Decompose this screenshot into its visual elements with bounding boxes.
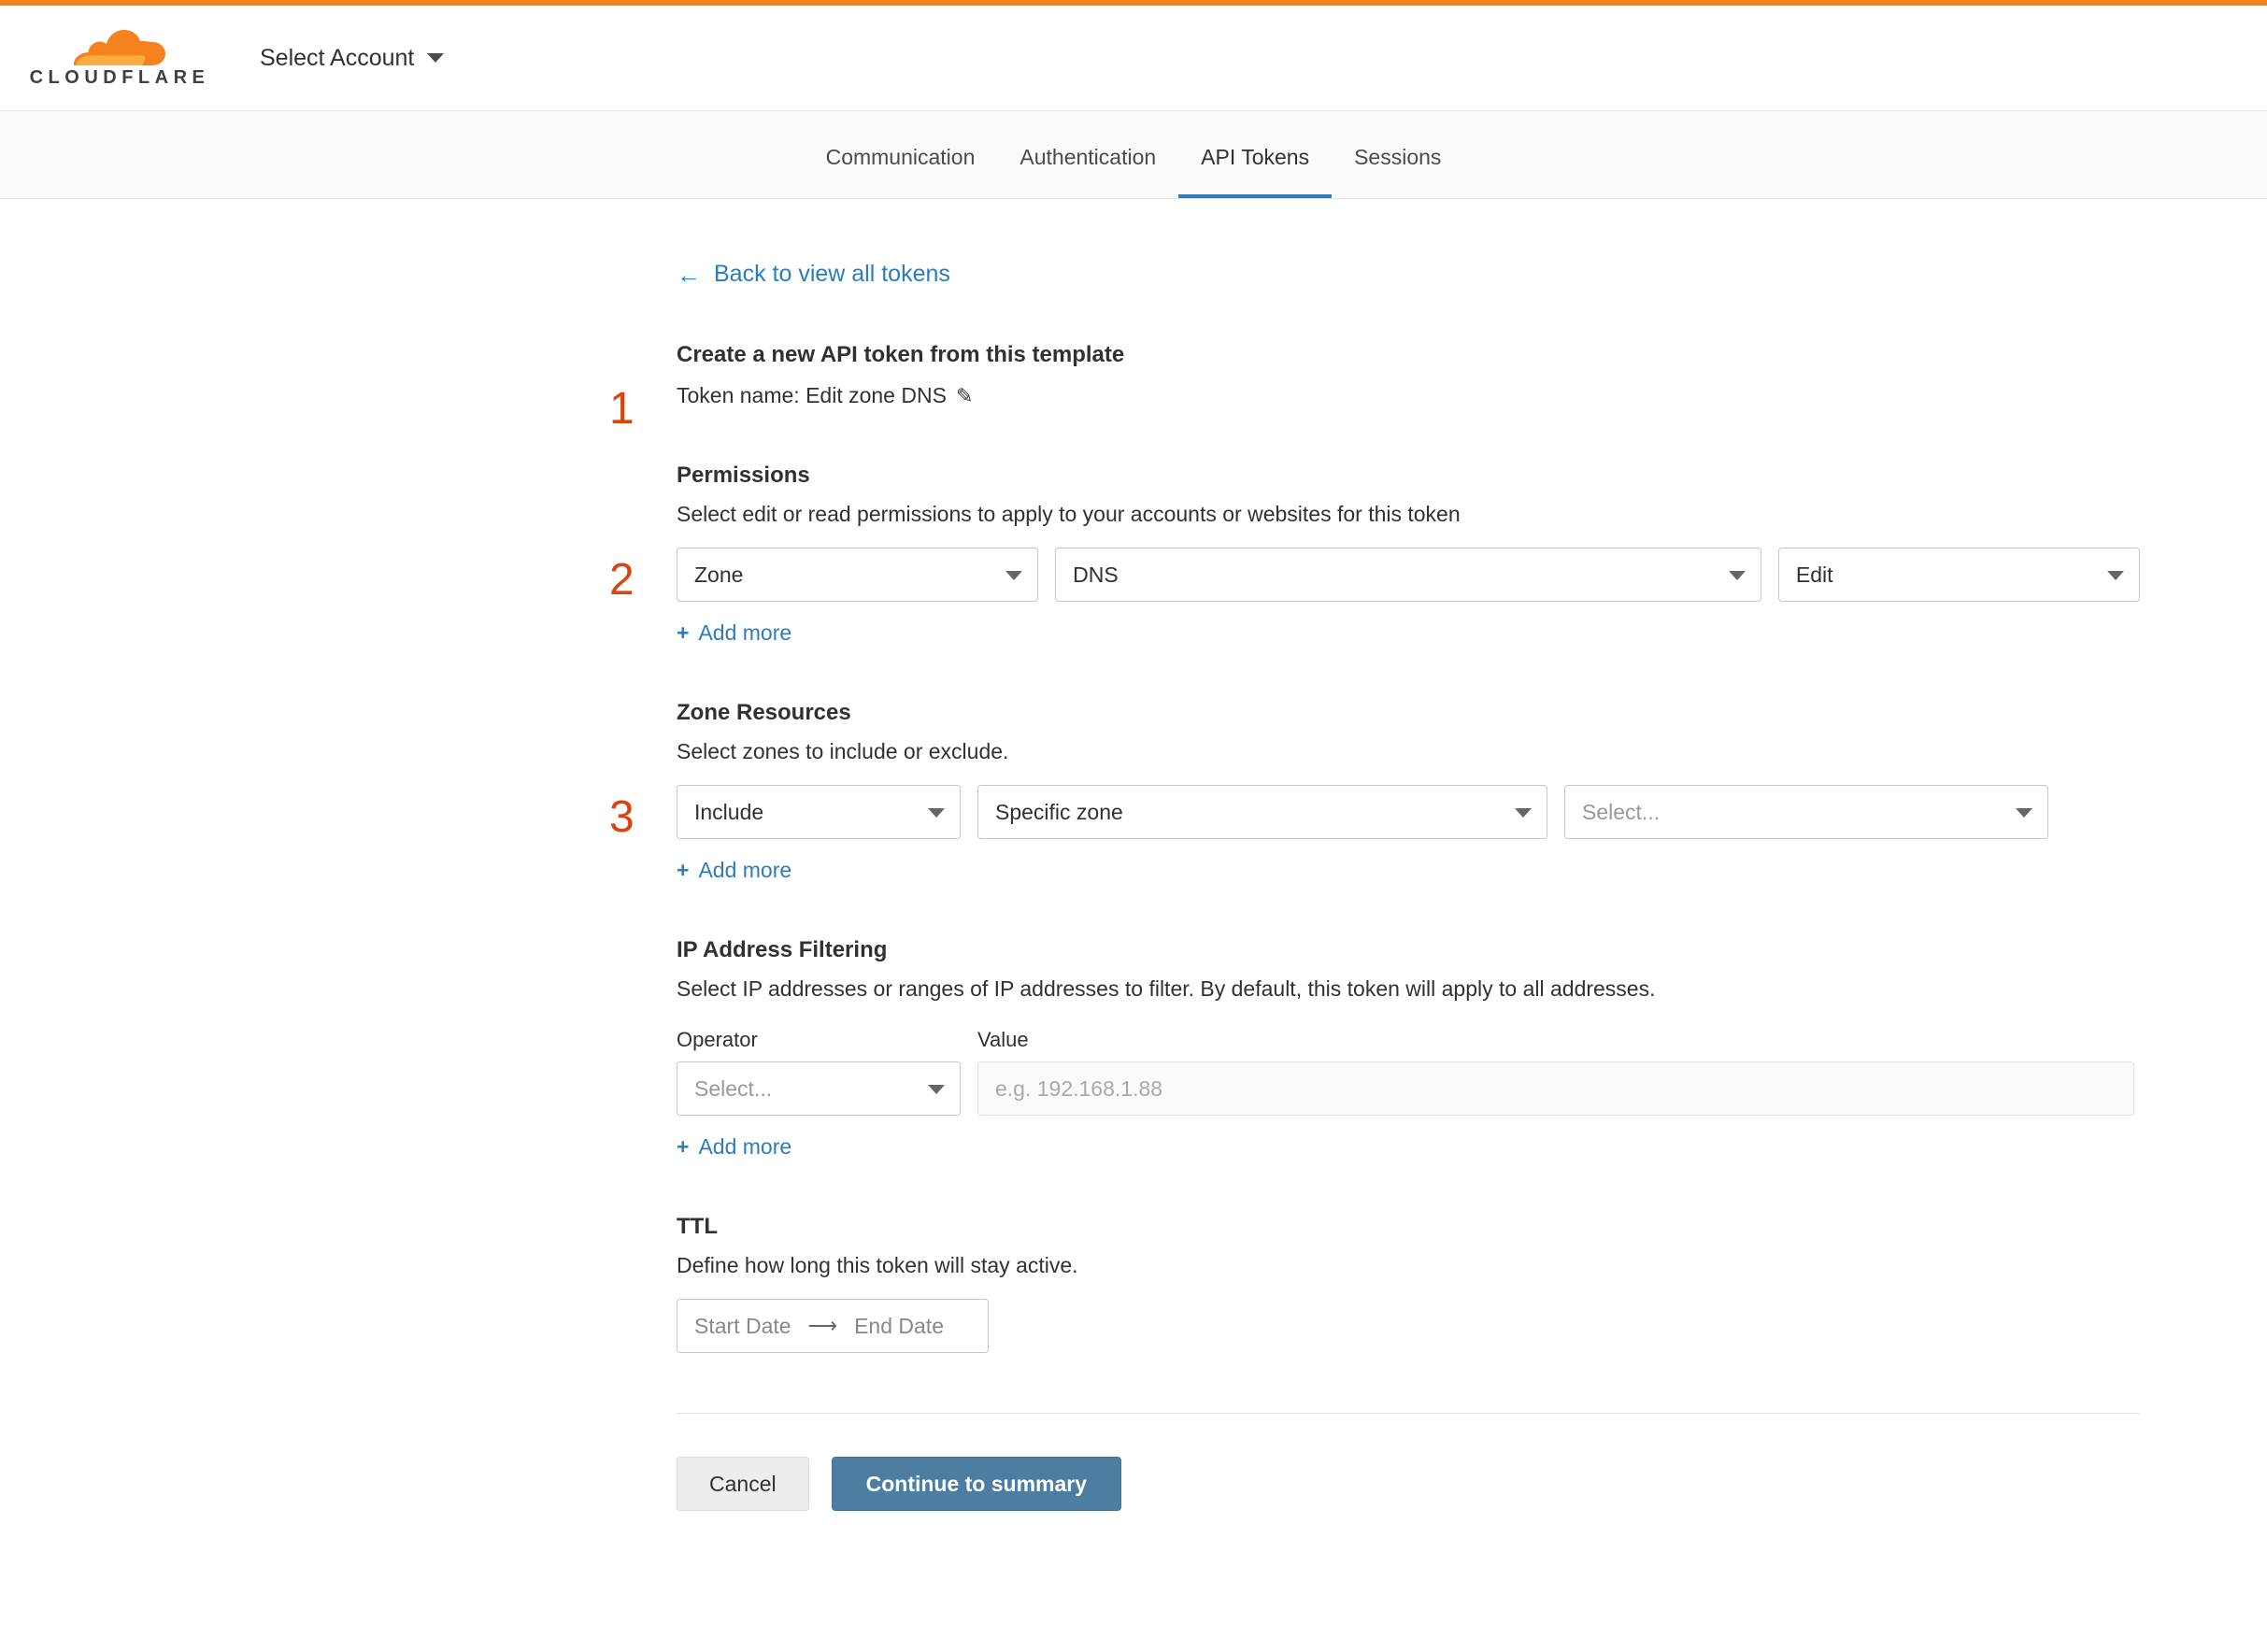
footer-buttons: [677, 1457, 2140, 1511]
permission-scope-select[interactable]: [677, 548, 1038, 602]
cancel-button-label: Cancel: [709, 1471, 777, 1496]
ttl-section: [677, 1214, 2140, 1353]
arrow-left-icon: ←: [677, 260, 701, 289]
cancel-button[interactable]: [677, 1457, 809, 1511]
tab-authentication[interactable]: Authentication: [1019, 145, 1157, 169]
zone-resources-add-more-label: Add more: [698, 858, 792, 882]
permissions-description: Select edit or read permissions to apply to your accounts or websites for this token: [677, 502, 1461, 526]
permissions-section: [609, 463, 2140, 646]
chevron-down-icon: [1005, 571, 1022, 580]
tab-api-tokens[interactable]: API Tokens: [1178, 145, 1332, 198]
zone-name-value: Select...: [1582, 799, 1661, 824]
ip-value-placeholder: e.g. 192.168.1.88: [995, 1075, 1163, 1101]
permission-level-value: Edit: [1795, 562, 1833, 587]
ip-filtering-add-more-button[interactable]: [677, 1134, 2140, 1160]
ttl-date-range-picker[interactable]: [677, 1299, 989, 1353]
logo-wordmark: CLOUDFLARE: [29, 67, 210, 88]
ip-filtering-title: IP Address Filtering: [677, 937, 888, 962]
ip-value-input[interactable]: [977, 1061, 2134, 1116]
ip-filtering-section: [677, 937, 2140, 1160]
permission-level-select[interactable]: [1778, 548, 2140, 602]
step-number-3: 3: [609, 792, 634, 842]
value-label: Value: [977, 1028, 1029, 1051]
tab-communication[interactable]: Communication: [825, 145, 976, 169]
zone-resources-description: Select zones to include or exclude.: [677, 739, 1009, 763]
permission-scope-value: Zone: [694, 562, 744, 587]
operator-label: Operator: [677, 1028, 758, 1051]
ttl-title: TTL: [677, 1214, 718, 1239]
zone-resources-add-more-button[interactable]: [677, 858, 2140, 883]
permission-resource-select[interactable]: [1055, 548, 1761, 602]
zone-include-select[interactable]: [677, 785, 961, 839]
chevron-down-icon: [928, 808, 945, 818]
main-content: [0, 199, 2267, 1511]
back-link-label: Back to view all tokens: [714, 261, 950, 287]
step-number-2: 2: [609, 555, 634, 605]
tab-sessions[interactable]: Sessions: [1354, 145, 1442, 169]
zone-include-value: Include: [694, 799, 764, 824]
permissions-add-more-label: Add more: [698, 620, 792, 645]
plus-icon: +: [677, 858, 690, 882]
chevron-down-icon: [1729, 571, 1746, 580]
chevron-down-icon: [427, 53, 444, 63]
zone-type-select[interactable]: [977, 785, 1547, 839]
chevron-down-icon: [2107, 571, 2124, 580]
chevron-down-icon: [2016, 808, 2032, 818]
zone-resources-title: Zone Resources: [677, 700, 851, 725]
plus-icon: +: [677, 1134, 690, 1159]
ip-filter-inputs-row: [677, 1061, 2140, 1116]
account-selector[interactable]: [260, 45, 444, 72]
ttl-end-date: End Date: [854, 1313, 944, 1338]
token-name-label: Token name: Edit zone DNS: [677, 383, 947, 407]
continue-button-label: Continue to summary: [865, 1471, 1088, 1496]
ip-filtering-add-more-label: Add more: [698, 1134, 792, 1159]
nav-tab-list: [804, 110, 1464, 198]
ip-operator-select[interactable]: [677, 1061, 961, 1116]
ip-filtering-description: Select IP addresses or ranges of IP addresses to filter. By default, this token will apply to all addresses.: [677, 976, 1656, 1001]
ip-operator-value: Select...: [694, 1075, 773, 1101]
back-to-tokens-link[interactable]: [677, 261, 2140, 288]
permissions-title: Permissions: [677, 463, 810, 488]
create-token-section: [609, 342, 2140, 434]
arrow-right-icon: ⟶: [807, 1314, 838, 1337]
plus-icon: +: [677, 620, 690, 645]
cloud-icon: [73, 29, 166, 66]
app-header: [0, 6, 2267, 111]
edit-pencil-icon[interactable]: ✎: [955, 383, 974, 407]
step-number-1: 1: [609, 384, 634, 434]
permissions-add-more-button[interactable]: [677, 620, 2140, 646]
token-name-row: [677, 383, 2140, 408]
permissions-row: [677, 548, 2140, 602]
create-token-title: Create a new API token from this template: [677, 342, 1125, 367]
zone-resources-row: [677, 785, 2140, 839]
ip-filter-labels-row: [677, 1028, 2140, 1052]
permission-resource-value: DNS: [1073, 562, 1119, 587]
zone-name-select[interactable]: [1564, 785, 2048, 839]
ttl-start-date: Start Date: [694, 1313, 791, 1338]
ttl-description: Define how long this token will stay active.: [677, 1253, 1078, 1277]
content-column: [609, 260, 2140, 1511]
footer-divider: [677, 1413, 2140, 1414]
account-selector-label: Select Account: [260, 44, 415, 71]
zone-resources-section: [609, 700, 2140, 883]
continue-to-summary-button[interactable]: [832, 1457, 1121, 1511]
zone-type-value: Specific zone: [995, 799, 1123, 824]
section-nav: [0, 111, 2267, 199]
chevron-down-icon: [1515, 808, 1532, 818]
chevron-down-icon: [928, 1085, 945, 1094]
cloudflare-logo[interactable]: [28, 29, 211, 87]
